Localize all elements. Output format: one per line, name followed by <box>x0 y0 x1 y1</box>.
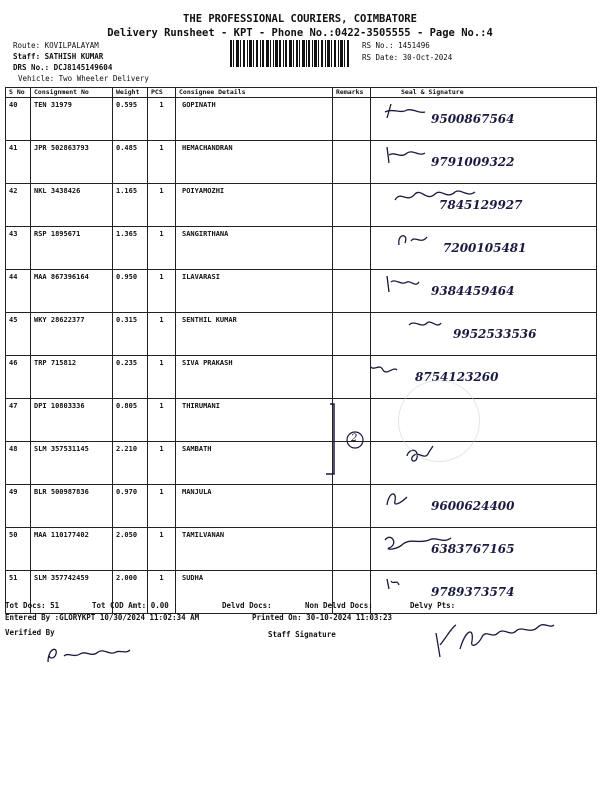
row-pcs: 1 <box>148 141 176 184</box>
row-remarks <box>333 184 371 227</box>
rs-no-line: RS No.: 1451496 <box>362 41 430 50</box>
row-pcs: 1 <box>148 399 176 442</box>
route-line: Route: KOVILPALAYAM <box>13 41 99 50</box>
row-sno: 40 <box>6 98 31 141</box>
row-sno: 51 <box>6 571 31 614</box>
row-sno: 50 <box>6 528 31 571</box>
row-consignment-no: RSP 1895671 <box>31 227 113 270</box>
col-header-pcs: PCS <box>148 88 176 98</box>
row-sno: 46 <box>6 356 31 399</box>
row-consignee-name: GOPINATH <box>176 98 333 141</box>
row-pcs: 1 <box>148 442 176 485</box>
verified-by-label: Verified By <box>5 628 55 637</box>
row-consignee-name: SANGIRTHANA <box>176 227 333 270</box>
handwritten-phone: 9384459464 <box>431 284 515 298</box>
table-row <box>6 270 597 313</box>
row-sno: 42 <box>6 184 31 227</box>
row-weight: 0.595 <box>113 98 148 141</box>
staff-signature <box>430 615 560 665</box>
row-signature <box>371 485 597 528</box>
table-row <box>6 141 597 184</box>
row-weight: 0.235 <box>113 356 148 399</box>
row-consignee-name: POIYAMOZHI <box>176 184 333 227</box>
table-row <box>6 485 597 528</box>
printed-on: Printed On: 30-10-2024 11:03:23 <box>252 613 392 622</box>
row-consignment-no: JPR 502863793 <box>31 141 113 184</box>
faded-stamp <box>398 380 480 462</box>
row-remarks <box>333 313 371 356</box>
row-sno: 44 <box>6 270 31 313</box>
table-row <box>6 399 597 442</box>
bracket-note: 2 <box>351 433 358 444</box>
row-weight: 0.485 <box>113 141 148 184</box>
row-remarks <box>333 528 371 571</box>
entered-by: Entered By :GLORYKPT 10/30/2024 11:02:34 AM <box>5 613 200 622</box>
total-docs: Tot Docs: 51 <box>5 601 60 610</box>
row-weight: 1.165 <box>113 184 148 227</box>
row-consignment-no: MAA 110177402 <box>31 528 113 571</box>
row-consignment-no: TEN 31979 <box>31 98 113 141</box>
row-consignment-no: SLM 357742459 <box>31 571 113 614</box>
row-consignment-no: TRP 715812 <box>31 356 113 399</box>
row-signature <box>371 356 597 399</box>
handwritten-phone: 9791009322 <box>431 155 515 169</box>
row-consignee-name: SUDHA <box>176 571 333 614</box>
row-sno: 43 <box>6 227 31 270</box>
row-signature <box>371 270 597 313</box>
row-pcs: 1 <box>148 184 176 227</box>
row-signature <box>371 571 597 614</box>
row-consignee-name: SIVA PRAKASH <box>176 356 333 399</box>
barcode-image <box>230 40 350 67</box>
handwritten-phone: 7845129927 <box>439 198 523 212</box>
row-consignee-name: HEMACHANDRAN <box>176 141 333 184</box>
row-consignee-name: SAMBATH <box>176 442 333 485</box>
row-pcs: 1 <box>148 528 176 571</box>
row-consignee-name: MANJULA <box>176 485 333 528</box>
row-weight: 1.365 <box>113 227 148 270</box>
col-header-remarks: Remarks <box>333 88 371 98</box>
handwritten-phone: 9500867564 <box>431 112 515 126</box>
row-pcs: 1 <box>148 227 176 270</box>
row-consignee-name: ILAVARASI <box>176 270 333 313</box>
table-row <box>6 313 597 356</box>
row-weight: 2.000 <box>113 571 148 614</box>
row-signature <box>371 141 597 184</box>
row-pcs: 1 <box>148 270 176 313</box>
handwritten-phone: 8754123260 <box>415 370 499 384</box>
row-sno: 45 <box>6 313 31 356</box>
drs-line: DRS No.: DCJ8145149604 <box>13 63 113 72</box>
staff-signature-label: Staff Signature <box>268 630 336 639</box>
non-delivered-docs: Non Delvd Docs: <box>305 601 373 610</box>
row-weight: 2.210 <box>113 442 148 485</box>
col-header-consignee: Consignee Details <box>176 88 333 98</box>
row-weight: 0.805 <box>113 399 148 442</box>
row-pcs: 1 <box>148 313 176 356</box>
table-row <box>6 528 597 571</box>
rs-date-line: RS Date: 30-Oct-2024 <box>362 53 453 62</box>
row-remarks <box>333 98 371 141</box>
col-header-sno: S No <box>6 88 31 98</box>
vehicle-line: Vehicle: Two Wheeler Delivery <box>18 74 149 83</box>
table-row <box>6 98 597 141</box>
verifier-signature <box>40 640 140 670</box>
col-header-weight: Weight <box>113 88 148 98</box>
col-header-signature: Seal & Signature <box>371 88 597 98</box>
row-signature <box>371 98 597 141</box>
row-signature <box>371 528 597 571</box>
row-pcs: 1 <box>148 485 176 528</box>
row-sno: 49 <box>6 485 31 528</box>
row-consignee-name: THIRUMANI <box>176 399 333 442</box>
row-consignment-no: MAA 867396164 <box>31 270 113 313</box>
row-consignment-no: SLM 357531145 <box>31 442 113 485</box>
row-sno: 47 <box>6 399 31 442</box>
row-remarks <box>333 141 371 184</box>
row-sno: 48 <box>6 442 31 485</box>
delivery-points: Delvy Pts: <box>410 601 456 610</box>
row-pcs: 1 <box>148 98 176 141</box>
staff-line: Staff: SATHISH KUMAR <box>13 52 104 61</box>
row-consignment-no: BLR 500987836 <box>31 485 113 528</box>
row-consignment-no: WKY 28622377 <box>31 313 113 356</box>
row-weight: 0.315 <box>113 313 148 356</box>
handwritten-phone: 9952533536 <box>453 327 537 341</box>
table-header-row <box>6 88 597 98</box>
row-weight: 0.950 <box>113 270 148 313</box>
total-cod: Tot COD Amt: 0.00 <box>92 601 169 610</box>
row-consignee-name: TAMILVANAN <box>176 528 333 571</box>
row-remarks <box>333 485 371 528</box>
row-consignee-name: SENTHIL KUMAR <box>176 313 333 356</box>
row-remarks <box>333 270 371 313</box>
handwritten-bracket <box>320 400 370 480</box>
runsheet-subtitle: Delivery Runsheet - KPT - Phone No.:0422-3505555 - Page No.:4 <box>107 27 493 39</box>
row-consignment-no: DPI 10803336 <box>31 399 113 442</box>
row-remarks <box>333 356 371 399</box>
row-weight: 2.050 <box>113 528 148 571</box>
runsheet-table <box>5 87 597 614</box>
row-remarks <box>333 227 371 270</box>
row-consignment-no: NKL 3438426 <box>31 184 113 227</box>
row-signature <box>371 227 597 270</box>
handwritten-phone: 6383767165 <box>431 542 515 556</box>
company-title: THE PROFESSIONAL COURIERS, COIMBATORE <box>183 13 417 25</box>
row-sno: 41 <box>6 141 31 184</box>
row-signature <box>371 184 597 227</box>
handwritten-phone: 9600624400 <box>431 499 515 513</box>
handwritten-phone: 7200105481 <box>443 241 527 255</box>
delivered-docs: Delvd Docs: <box>222 601 272 610</box>
col-header-consignment: Consignment No <box>31 88 113 98</box>
row-pcs: 1 <box>148 571 176 614</box>
row-weight: 0.970 <box>113 485 148 528</box>
table-row <box>6 442 597 485</box>
table-body <box>6 98 597 614</box>
row-signature <box>371 313 597 356</box>
table-row <box>6 356 597 399</box>
table-row <box>6 184 597 227</box>
row-pcs: 1 <box>148 356 176 399</box>
table-row <box>6 227 597 270</box>
handwritten-phone: 9789373574 <box>431 585 515 599</box>
row-signature <box>371 442 597 485</box>
